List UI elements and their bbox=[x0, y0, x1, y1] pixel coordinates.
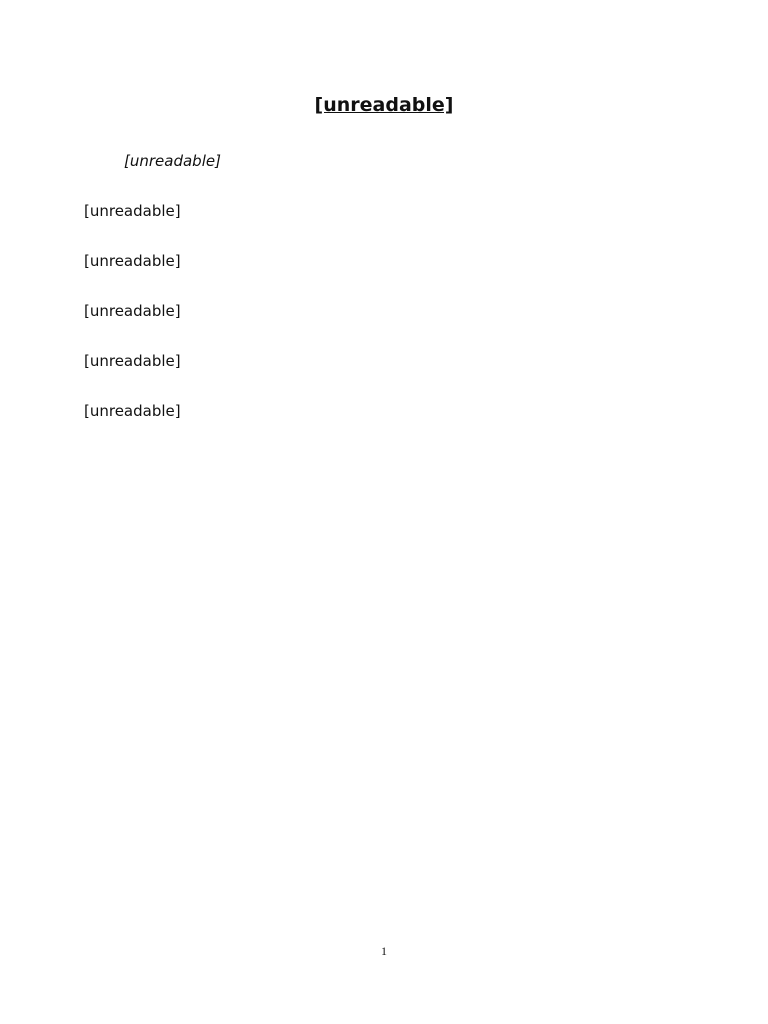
body-paragraph-4: [unreadable] bbox=[84, 352, 181, 370]
intro-paragraph: [unreadable] bbox=[124, 152, 221, 170]
body-paragraph-2: [unreadable] bbox=[84, 252, 181, 270]
body-paragraph-5: [unreadable] bbox=[84, 402, 181, 420]
page-number: 1 bbox=[381, 944, 387, 958]
body-paragraph-3: [unreadable] bbox=[84, 302, 181, 320]
body-paragraph-1: [unreadable] bbox=[84, 202, 181, 220]
article-title: [unreadable] bbox=[314, 94, 454, 116]
